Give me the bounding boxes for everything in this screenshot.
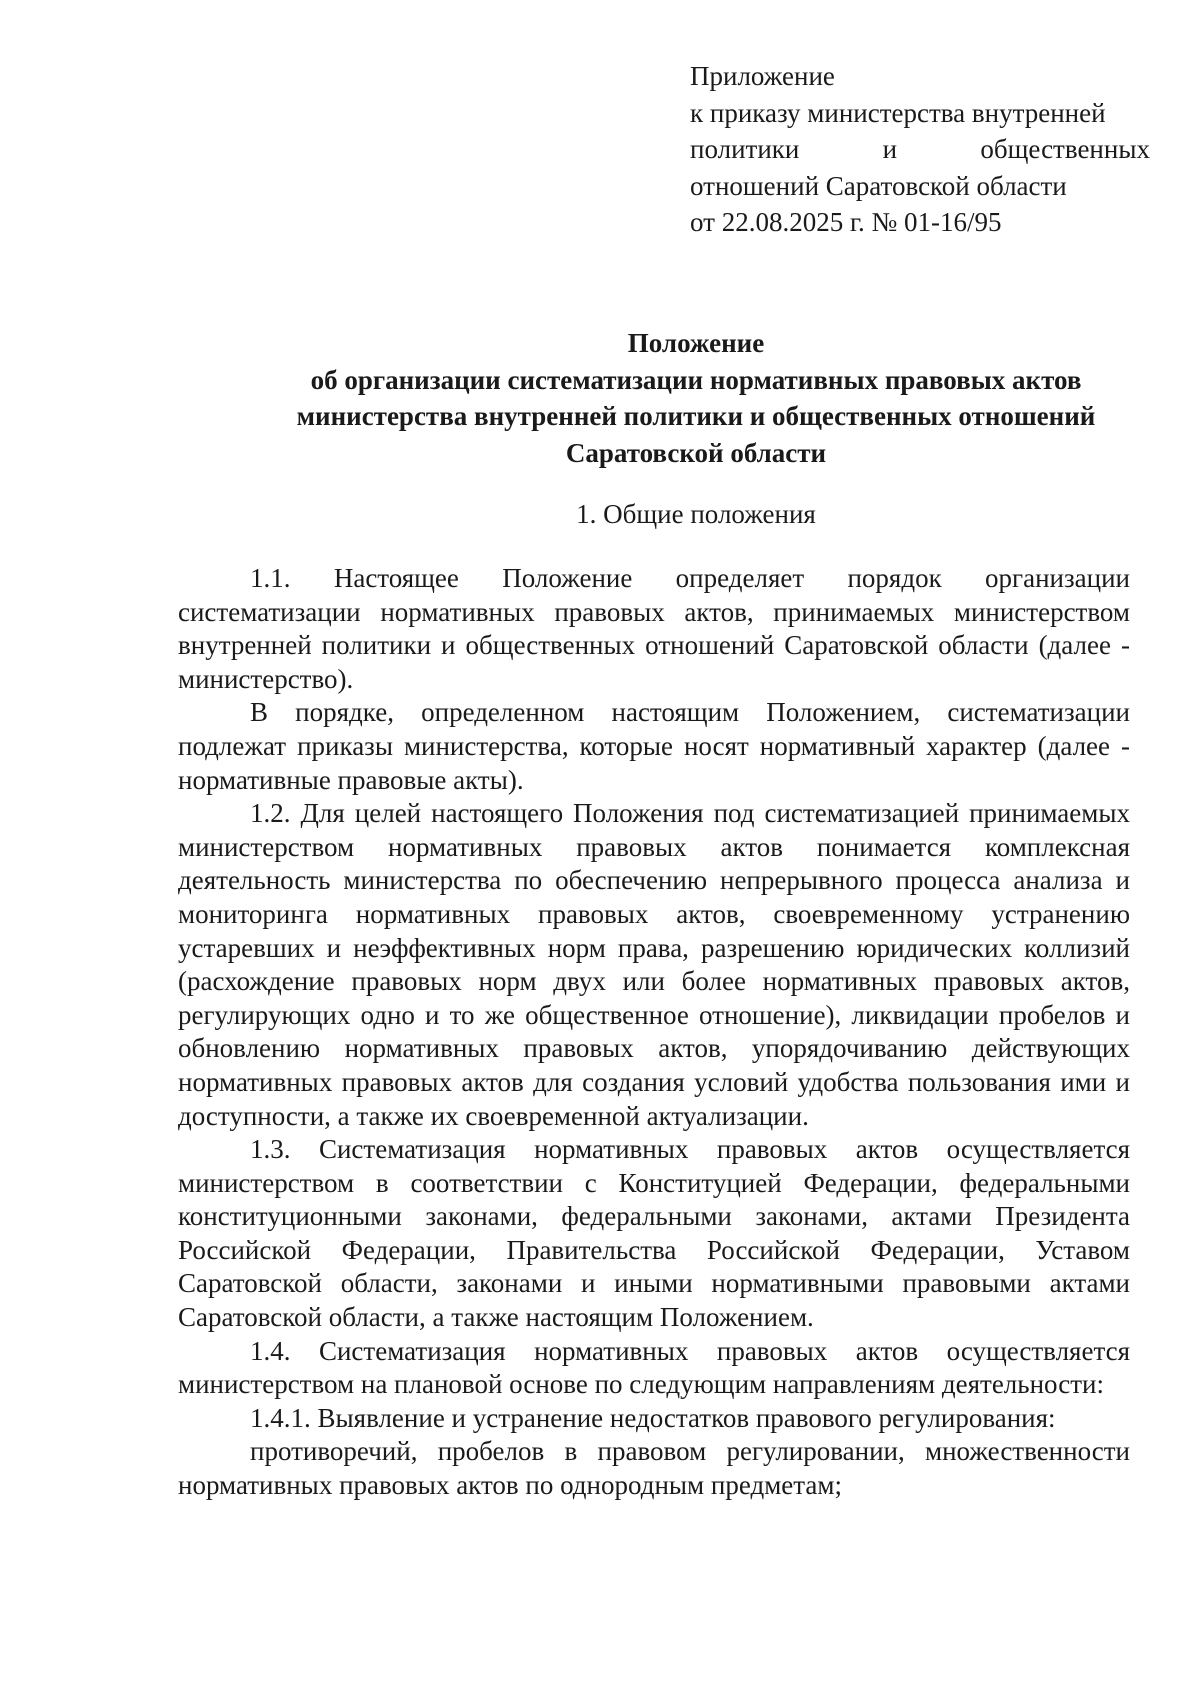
paragraph: 1.1. Настоящее Положение определяет порядок организации систематизации нормативных правовых актов, принимаемых министерством внутренней политики и общественных отношений Саратовской области (далее - министерство).	[178, 563, 1130, 694]
appendix-block	[690, 58, 1150, 241]
title-line: об организации систематизации нормативных правовых актов	[310, 364, 1082, 395]
paragraph: 1.4.1. Выявление и устранение недостатков правового регулирования:	[250, 1402, 1056, 1433]
appendix-line: к приказу министерства внутренней	[690, 97, 1106, 128]
title-line: Саратовской области	[565, 437, 827, 468]
appendix-line: Приложение	[690, 61, 835, 91]
title-line: министерства внутренней политики и общественных отношений	[296, 401, 1096, 431]
document-title	[250, 325, 1142, 471]
section-heading: 1. Общие положения	[576, 499, 816, 529]
paragraph: противоречий, пробелов в правовом регулировании, множественности нормативных правовых актов по однородным предметам;	[178, 1436, 1130, 1501]
appendix-word: общественных	[980, 134, 1150, 164]
document-body	[178, 562, 1130, 1503]
paragraph: 1.3. Систематизация нормативных правовых актов осуществляется министерством в соответствии с Конституцией Федерации, федеральными конституционными законами, федеральными законами, актами Президента Российской Федерации, Правительства Российской Федерации, Уставом Саратовской области, законами и иными нормативными правовыми актами Саратовской области, а также настоящим Положением.	[178, 1134, 1130, 1333]
paragraph: 1.4. Систематизация нормативных правовых актов осуществляется министерством на плановой основе по следующим направлениям деятельности:	[178, 1335, 1130, 1400]
appendix-line: отношений Саратовской области	[690, 170, 1067, 201]
title-line: Положение	[627, 328, 765, 358]
paragraph: В порядке, определенном настоящим Положением, систематизации подлежат приказы министерства, которые носят нормативный характер (далее - нормативные правовые акты).	[178, 697, 1130, 795]
appendix-word: и	[882, 134, 898, 164]
appendix-word: политики	[690, 134, 800, 164]
appendix-line-justified	[690, 131, 1150, 168]
appendix-line: от 22.08.2025 г. № 01-16/95	[690, 207, 1002, 237]
paragraph: 1.2. Для целей настоящего Положения под систематизацией принимаемых министерством нормативных правовых актов понимается комплексная деятельность министерства по обеспечению непрерывного процесса анализа и мониторинга нормативных правовых актов, своевременному устранению устаревших и неэффективных норм права, разрешению юридических коллизий (расхождение правовых норм двух или более нормативных правовых актов, регулирующих одно и то же общественное отношение), ликвидации пробелов и обновлению нормативных правовых актов, упорядочиванию действующих нормативных правовых актов для создания условий удобства пользования ими и доступности, а также их своевременной актуализации.	[178, 798, 1130, 1131]
